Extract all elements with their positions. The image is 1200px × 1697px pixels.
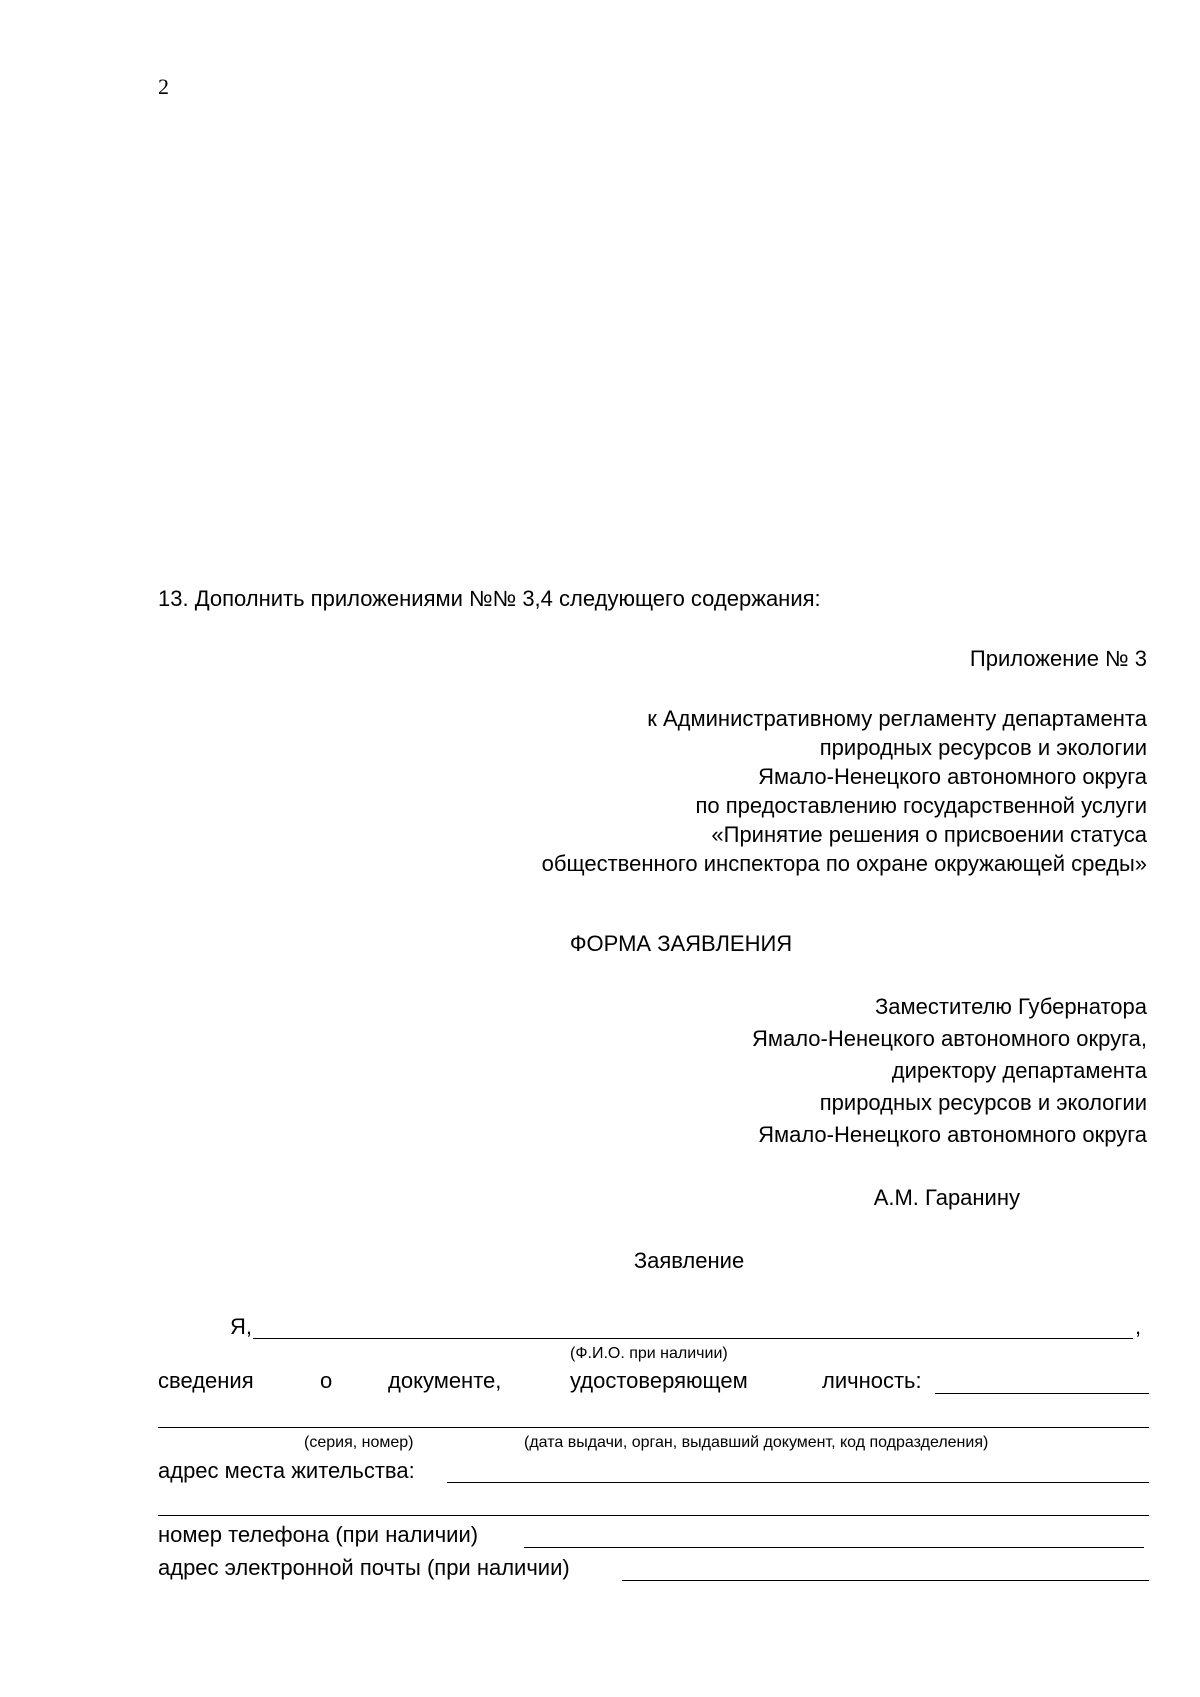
amendment-item-13: 13. Дополнить приложениями №№ 3,4 следующего содержания: <box>158 586 821 611</box>
fio-field-line[interactable] <box>253 1338 1133 1339</box>
addressee-line: директору департамента <box>891 1058 1147 1083</box>
identity-document-field-line[interactable] <box>935 1393 1149 1394</box>
addressee-name: А.М. Гаранину <box>873 1185 1020 1210</box>
reglament-line: «Принятие решения о присвоении статуса <box>711 822 1147 847</box>
document-title: Заявление <box>633 1248 745 1273</box>
phone-label: номер телефона (при наличии) <box>158 1522 479 1547</box>
reglament-line: к Административному регламенту департамента <box>647 706 1147 731</box>
addressee-line: Ямало-Ненецкого автономного округа, <box>751 1026 1147 1051</box>
appendix-title <box>970 646 1147 672</box>
form-title: ФОРМА ЗАЯВЛЕНИЯ <box>569 931 793 956</box>
reglament-line: по предоставлению государственной услуги <box>695 793 1147 818</box>
address-label: адрес места жительства: <box>158 1458 415 1483</box>
address-field-line[interactable] <box>447 1482 1149 1483</box>
svedenia-word: личность: <box>822 1368 922 1393</box>
ya-comma: , <box>1135 1314 1142 1339</box>
svedenia-word: о <box>320 1368 333 1393</box>
page-number: 2 <box>158 74 169 99</box>
addressee-block <box>752 991 1147 1151</box>
fio-caption: (Ф.И.О. при наличии) <box>570 1345 728 1362</box>
reglament-line: Ямало-Ненецкого автономного округа <box>758 764 1147 789</box>
phone-field-line[interactable] <box>524 1547 1144 1548</box>
addressee-line: Ямало-Ненецкого автономного округа <box>758 1122 1147 1147</box>
reglament-reference <box>542 704 1147 878</box>
document-details-field-line[interactable] <box>158 1427 1149 1428</box>
appendix-title-text: Приложение № 3 <box>969 646 1147 671</box>
addressee-line: Заместителю Губернатора <box>875 994 1147 1019</box>
issue-details-caption: (дата выдачи, орган, выдавший документ, код подразделения) <box>524 1434 989 1451</box>
svedenia-word: сведения <box>158 1368 254 1393</box>
ya-label: Я, <box>230 1314 252 1339</box>
svedenia-word: документе, <box>388 1368 502 1393</box>
address-field-line-2[interactable] <box>158 1515 1149 1516</box>
email-label: адрес электронной почты (при наличии) <box>158 1555 570 1580</box>
email-field-line[interactable] <box>622 1580 1149 1581</box>
addressee-line: природных ресурсов и экологии <box>819 1090 1147 1115</box>
reglament-line: природных ресурсов и экологии <box>819 735 1147 760</box>
series-caption: (серия, номер) <box>304 1434 414 1451</box>
reglament-line: общественного инспектора по охране окружающей среды» <box>541 851 1147 876</box>
svedenia-word: удостоверяющем <box>570 1368 748 1393</box>
